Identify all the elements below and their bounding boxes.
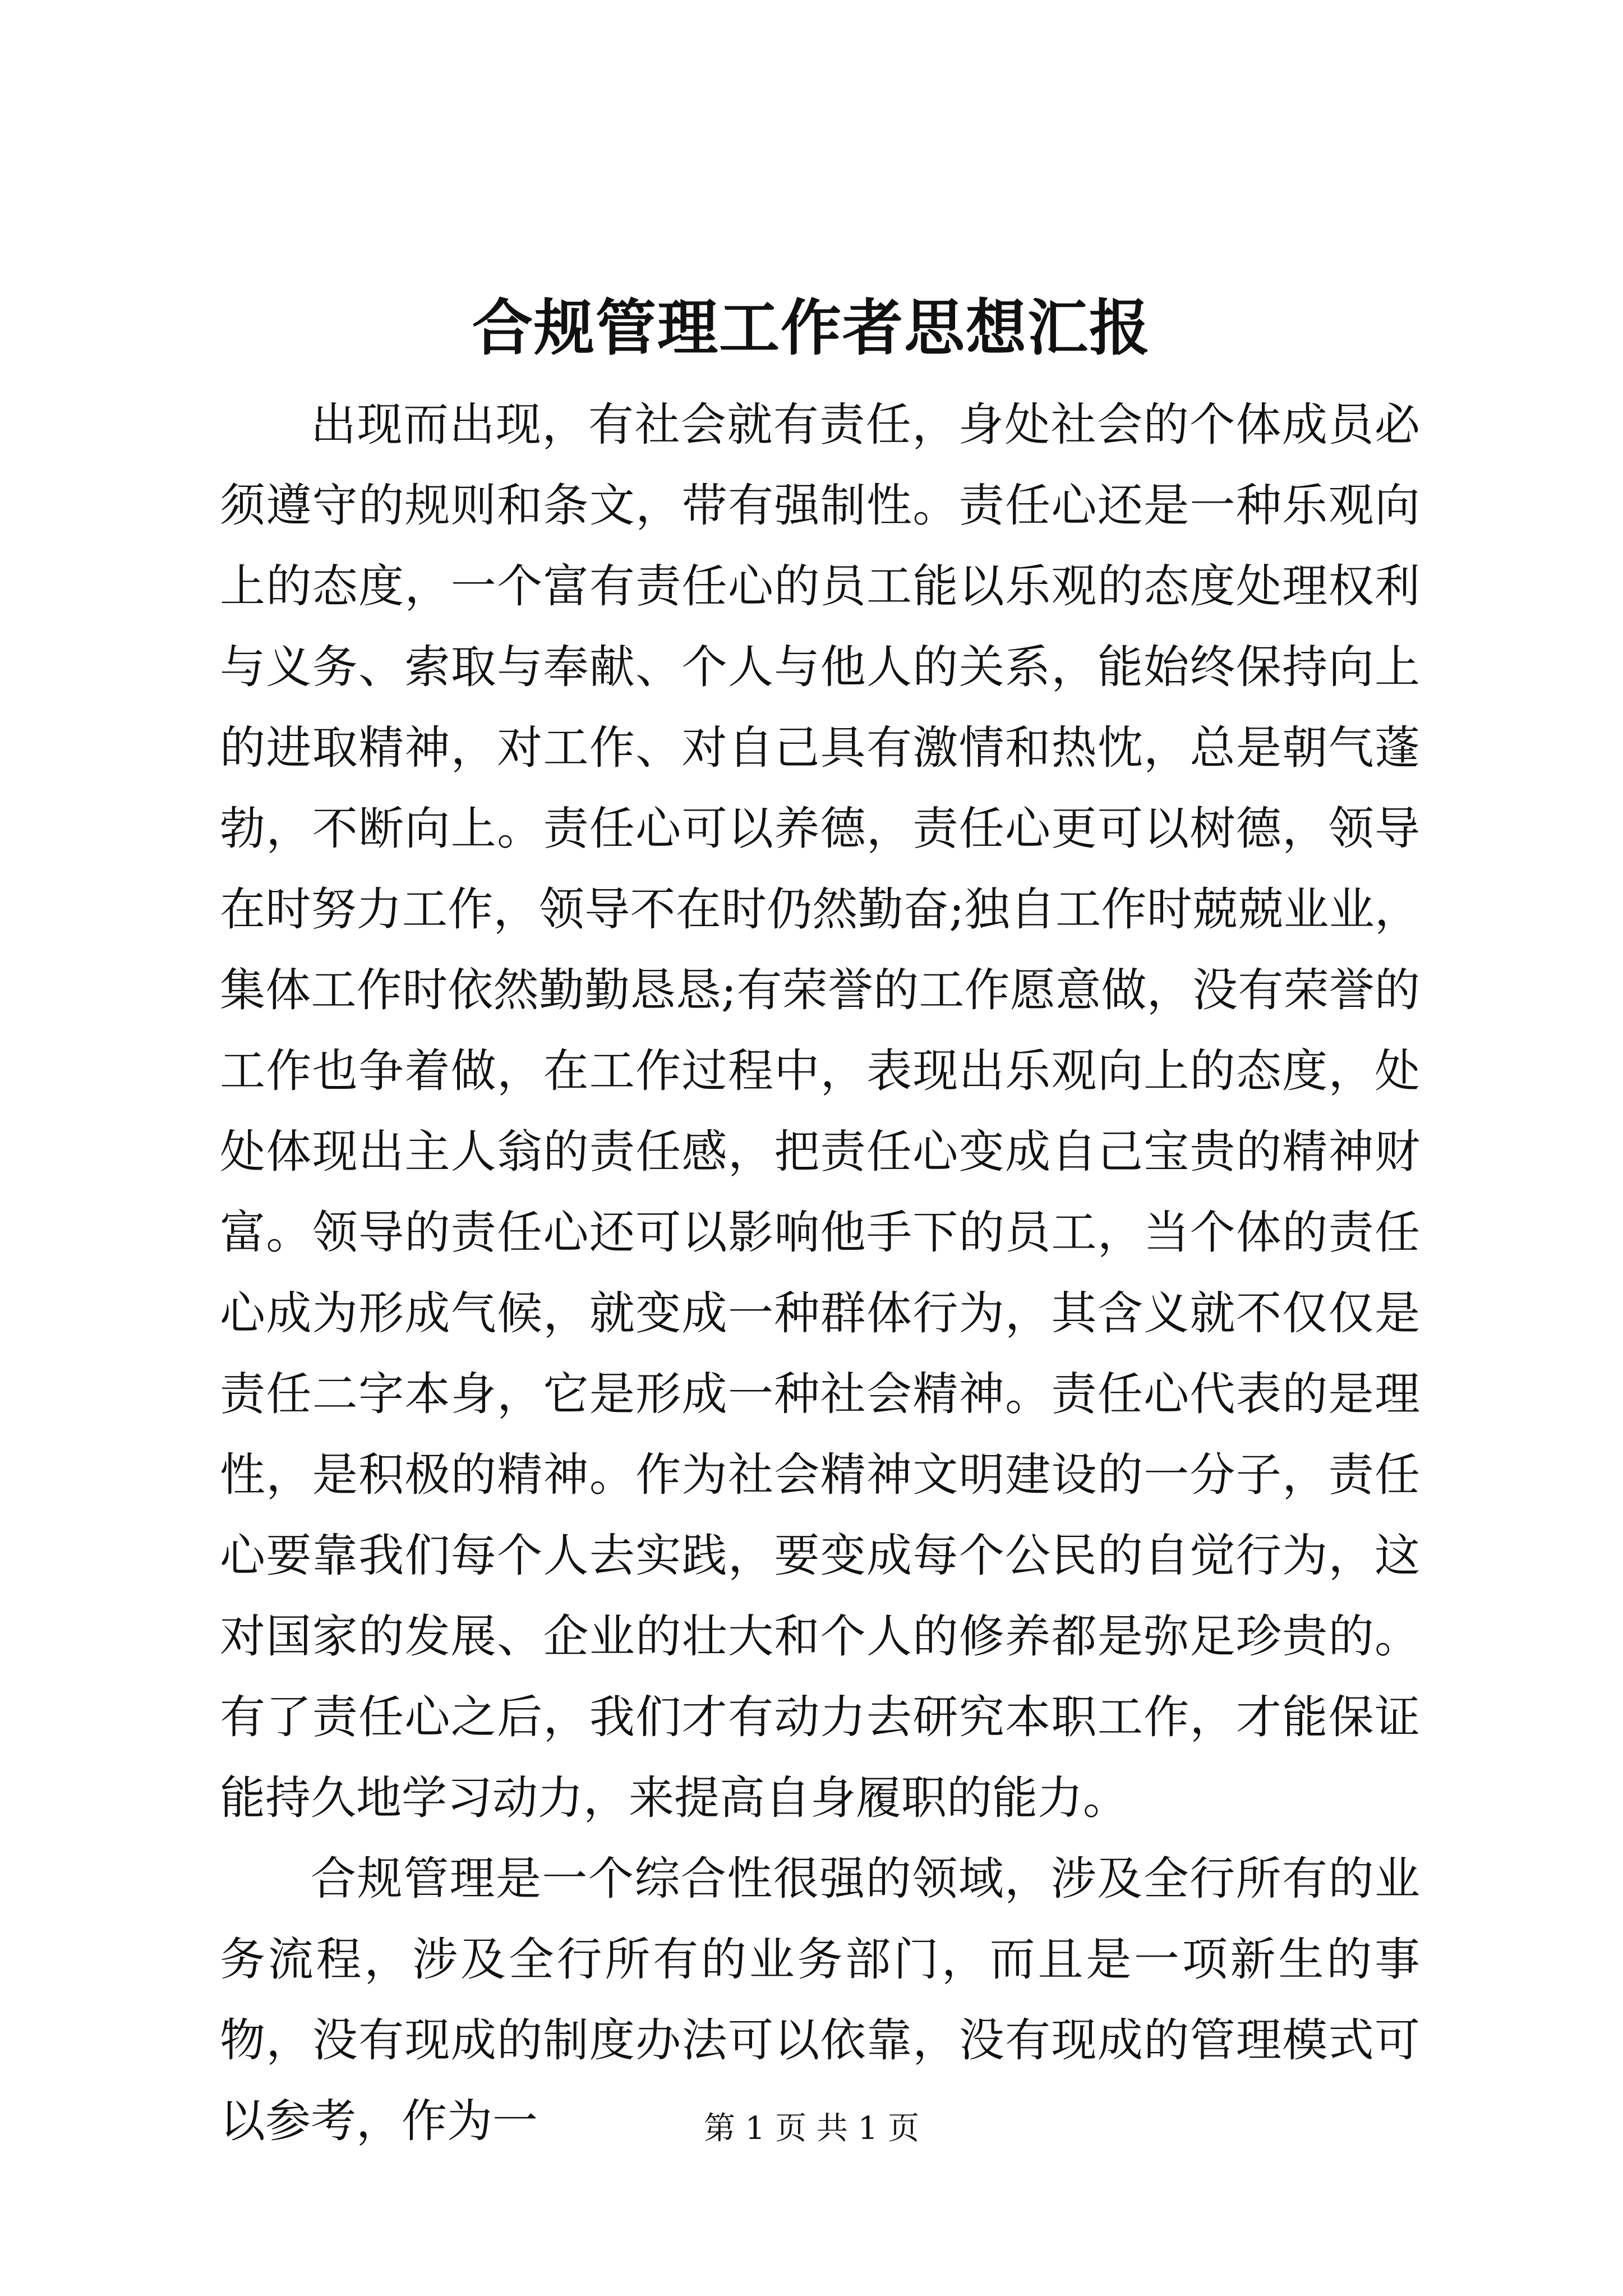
paragraph-1: 出现而出现，有社会就有责任，身处社会的个体成员必须遵守的规则和条文，带有强制性。责任心还是一种乐观向上的态度，一个富有责任心的员工能以乐观的态度处理权利与义务、索取与奉献、个人与他人的关系，能始终保持向上的进取精神，对工作、对自己具有激情和热忱，总是朝气蓬勃，不断向上。责任心可以养德，责任心更可以树德，领导在时努力工作，领导不在时仍然勤奋;独自工作时兢兢业业，集体工作时依然勤勤恳恳;有荣誉的工作愿意做，没有荣誉的工作也争着做，在工作过程中，表现出乐观向上的态度，处处体现出主人翁的责任感，把责任心变成自己宝贵的精神财富。领导的责任心还可以影响他手下的员工，当个体的责任心成为形成气候，就变成一种群体行为，其含义就不仅仅是责任二字本身，它是形成一种社会精神。责任心代表的是理性，是积极的精神。作为社会精神文明建设的一分子，责任心要靠我们每个人去实践，要变成每个公民的自觉行为，这对国家的发展、企业的壮大和个人的修养都是弥足珍贵的。有了责任心之后，我们才有动力去研究本职工作，才能保证能持久地学习动力，来提高自身履职的能力。: [220, 399, 1420, 1825]
document-body: [220, 385, 1420, 2162]
paragraph-2: 合规管理是一个综合性很强的领域，涉及全行所有的业务流程，涉及全行所有的业务部门，而且是一项新生的事物，没有现成的制度办法可以依靠，没有现成的管理模式可以参考，作为一: [220, 1853, 1420, 2148]
page-footer: 第 1 页 共 1 页: [703, 2110, 920, 2147]
document-title: 合规管理工作者思想汇报: [472, 293, 1151, 364]
